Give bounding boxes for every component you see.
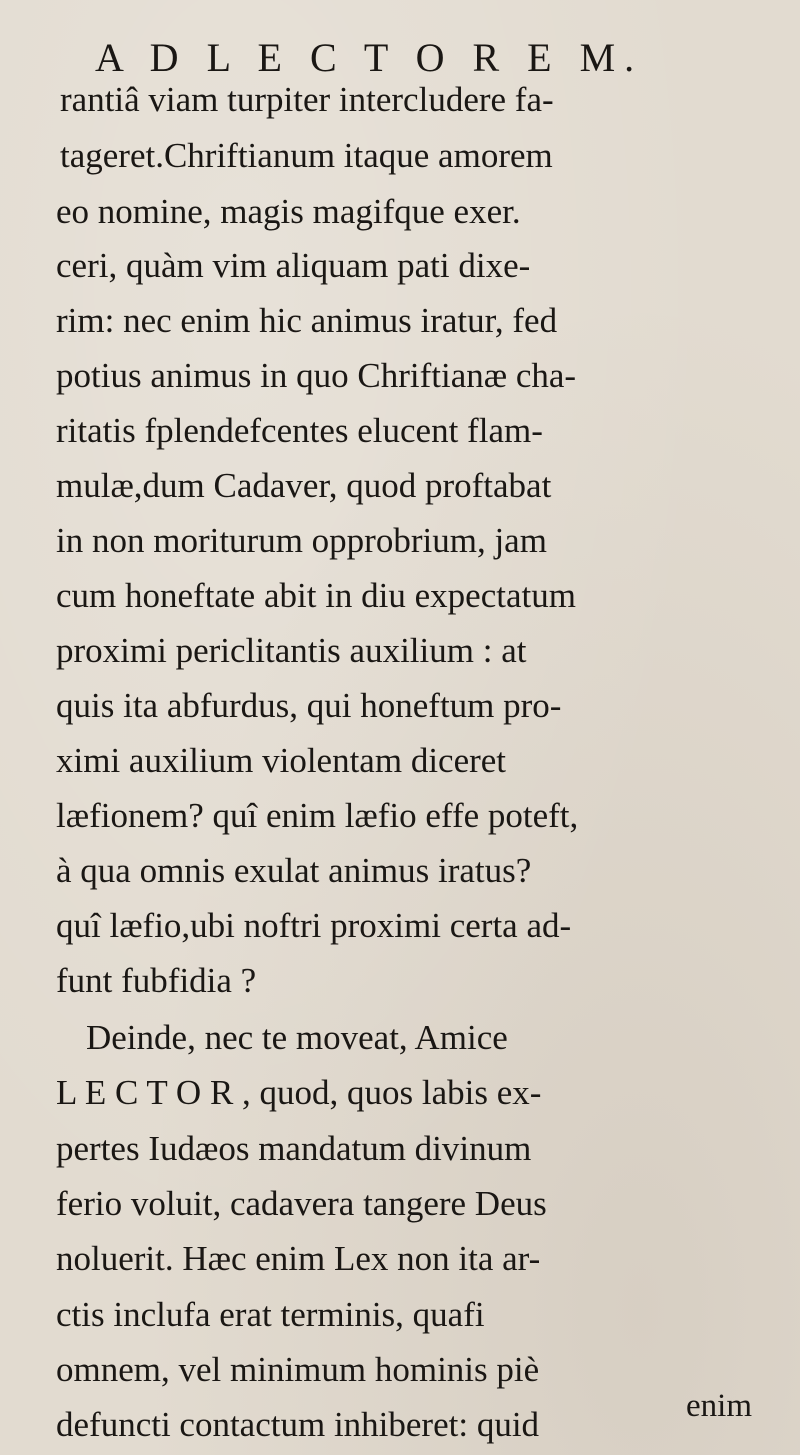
text-line: noluerit. Hæc enim Lex non ita ar- [56, 1239, 541, 1278]
text-line: quî læfio,ubi noftri proximi certa ad- [56, 906, 572, 945]
text-line: proximi periclitantis auxilium : at [56, 631, 527, 670]
text-line: pertes Iudæos mandatum divinum [56, 1129, 532, 1168]
text-line: potius animus in quo Chriftianæ cha- [56, 356, 577, 395]
text-line: rantiâ viam turpiter intercludere fa- [60, 80, 554, 119]
text-line: rim: nec enim hic animus iratur, fed [56, 301, 558, 340]
text-line: ritatis fplendefcentes elucent flam- [56, 411, 543, 450]
text-line: tageret.Chriftianum itaque amorem [60, 136, 553, 175]
text-line: defuncti contactum inhiberet: quid [56, 1405, 540, 1444]
text-line: omnem, vel minimum hominis piè [56, 1350, 540, 1389]
text-line: ferio voluit, cadavera tangere Deus [56, 1184, 547, 1223]
running-head: A D L E C T O R E M. [95, 35, 644, 80]
text-line: ceri, quàm vim aliquam pati dixe- [56, 246, 531, 285]
text-line: quis ita abfurdus, qui honeftum pro- [56, 686, 562, 725]
text-line: L E C T O R , quod, quos labis ex- [56, 1073, 542, 1112]
text-line: à qua omnis exulat animus iratus? [56, 851, 532, 890]
text-line: cum honeftate abit in diu expectatum [56, 576, 576, 615]
text-line: funt fubfidia ? [56, 961, 257, 1000]
text-line: ctis inclufa erat terminis, quafi [56, 1295, 485, 1334]
text-line: læfionem? quî enim læfio effe poteft, [56, 796, 579, 835]
text-line: in non moriturum opprobrium, jam [56, 521, 547, 560]
text-line: eo nomine, magis magifque exer. [56, 192, 521, 231]
text-line: mulæ,dum Cadaver, quod proftabat [56, 466, 552, 505]
text-line: ximi auxilium violentam diceret [56, 741, 507, 780]
text-line: Deinde, nec te moveat, Amice [86, 1018, 508, 1057]
catchword: enim [686, 1388, 752, 1424]
